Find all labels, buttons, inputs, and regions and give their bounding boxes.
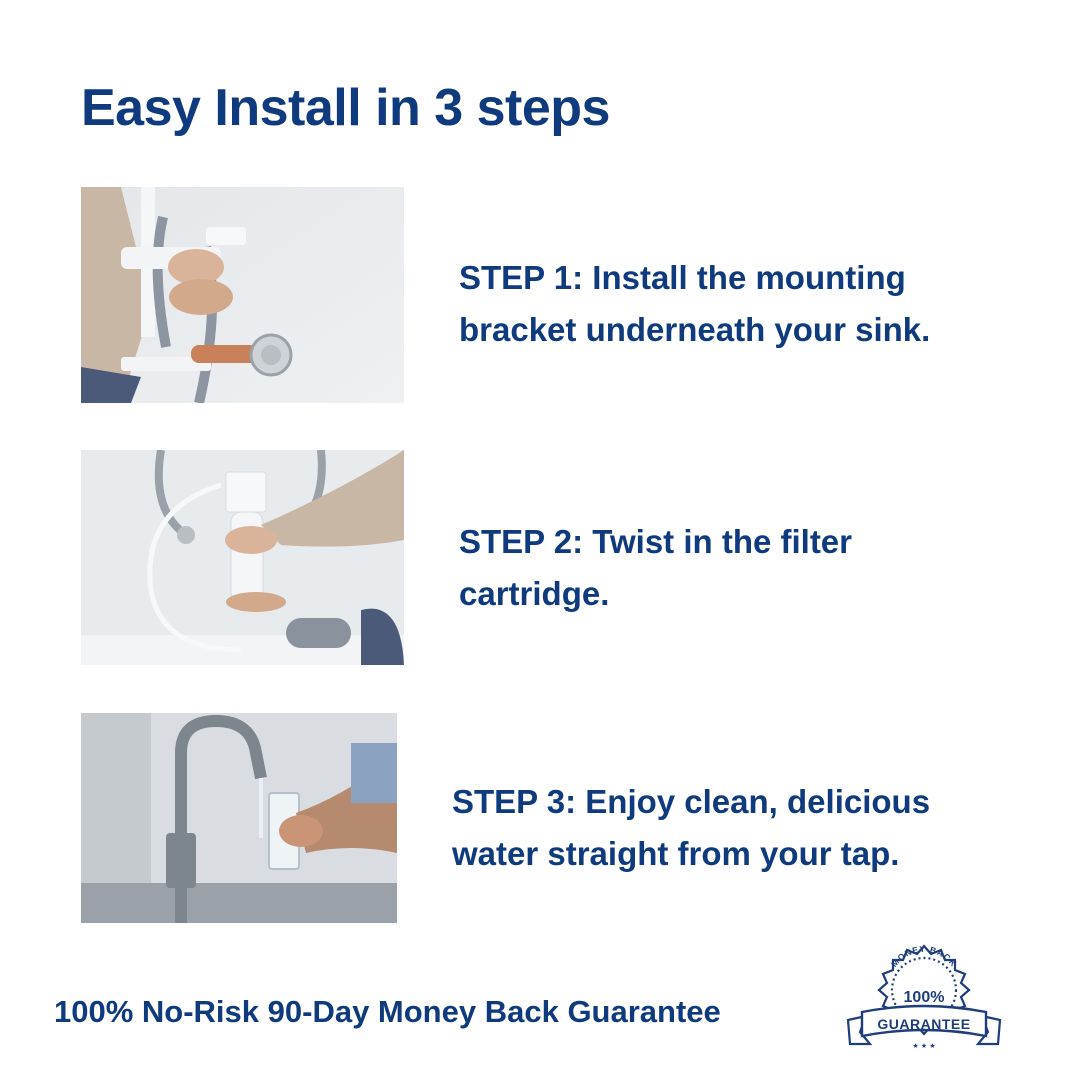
step-2-line-2: cartridge. — [459, 575, 610, 612]
step-2-text — [459, 516, 852, 620]
guarantee-text: 100% No-Risk 90-Day Money Back Guarantee — [54, 994, 721, 1029]
guarantee-badge — [842, 940, 1006, 1068]
badge-percent: 100% — [903, 989, 945, 1006]
step-1-photo — [81, 187, 404, 403]
badge-stars: ★ ★ ★ — [912, 1042, 936, 1050]
badge-arc-text — [889, 944, 959, 969]
step-2-photo — [81, 450, 404, 665]
step-3-photo — [81, 713, 397, 923]
step-2-line-1: STEP 2: Twist in the filter — [459, 523, 853, 560]
step-1-line-2: bracket underneath your sink. — [459, 311, 931, 348]
step-3-text — [452, 776, 930, 880]
badge-ribbon-text: GUARANTEE — [877, 1016, 971, 1032]
step-1-line-1: STEP 1: Install the mounting — [459, 259, 906, 296]
step-3-line-2: water straight from your tap. — [452, 835, 900, 872]
badge-arc-path: MONEY BACK — [888, 943, 960, 969]
step-3-line-1: STEP 3: Enjoy clean, delicious — [452, 783, 931, 820]
page-title: Easy Install in 3 steps — [81, 79, 610, 137]
step-1-text — [459, 252, 930, 356]
